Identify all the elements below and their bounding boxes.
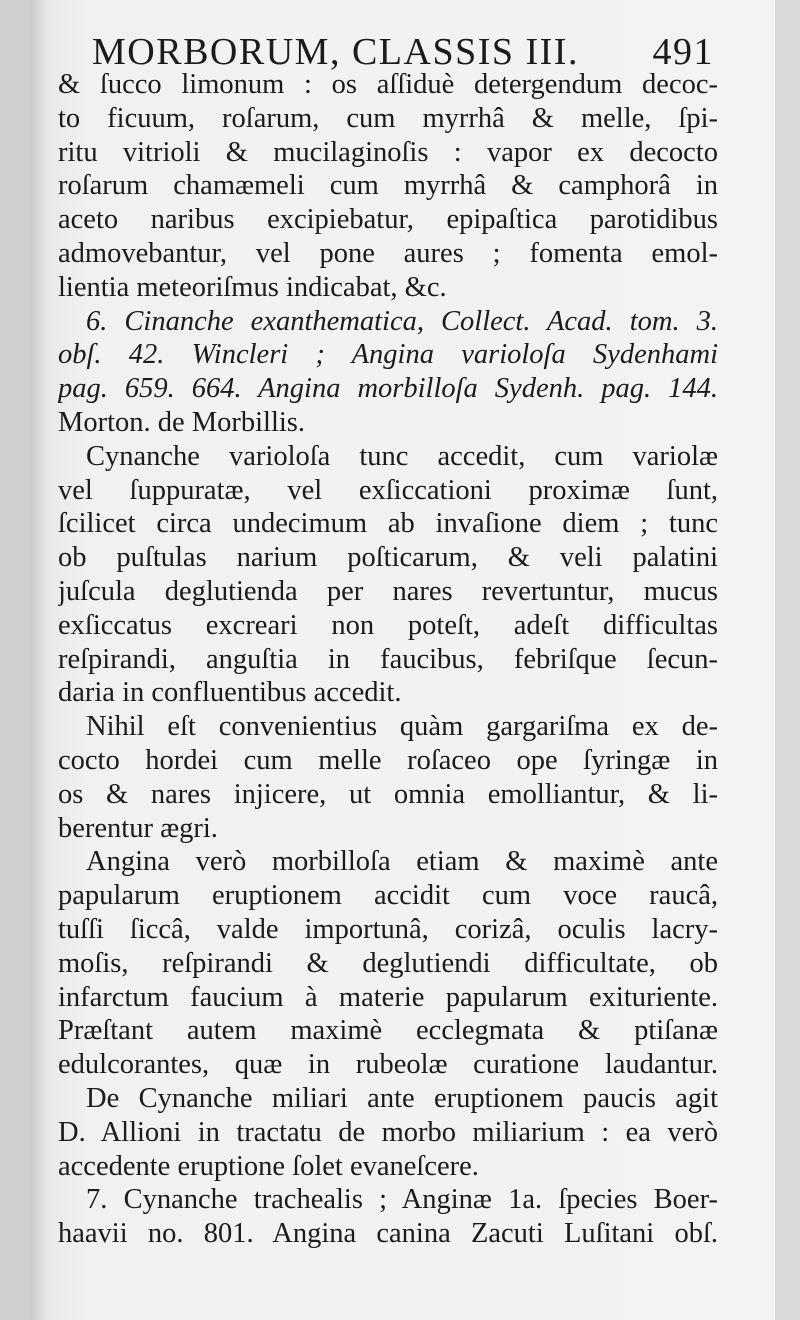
text-line: to ficuum, roſarum, cum myrrhâ & melle, ſpi- (58, 102, 718, 134)
text-line: edulcorantes, quæ in rubeolæ curatione laudantur. (58, 1049, 718, 1081)
text-line: Cynanche varioloſa tunc accedit, cum variolæ (86, 440, 718, 472)
text-line: obſ. 42. Wincleri ; Angina varioloſa Sydenhami (58, 339, 718, 371)
text-line: & ſucco limonum : os aſſiduè detergendum decoc- (58, 69, 718, 100)
page-number: 491 (652, 31, 714, 73)
text-line: papularum eruptionem accidit cum voce raucâ, (58, 880, 718, 912)
text-line: Præſtant autem maximè ecclegmata & ptiſanæ (58, 1015, 718, 1047)
text-line: os & nares injicere, ut omnia emolliantur, & li- (58, 778, 718, 810)
text-line: Morton. de Morbillis. (58, 406, 305, 438)
text-line: Angina verò morbilloſa etiam & maximè ante (86, 846, 718, 878)
text-line: vel ſuppuratæ, vel exſiccationi proximæ ſunt, (58, 474, 718, 506)
page-gutter (0, 0, 30, 1320)
running-title: MORBORUM, CLASSIS III. (92, 31, 579, 73)
text-line: daria in confluentibus accedit. (58, 677, 402, 709)
text-line: aceto naribus excipiebatur, epipaſtica parotidibus (58, 204, 718, 236)
body-text (58, 68, 718, 1251)
text-line: admovebantur, vel pone aures ; fomenta emol- (58, 237, 718, 269)
text-line: haavii no. 801. Angina canina Zacuti Luſitani obſ. (58, 1218, 718, 1250)
text-line: tuſſi ſiccâ, valde importunâ, corizâ, oculis lacry- (58, 913, 718, 945)
text-line: pag. 659. 664. Angina morbilloſa Sydenh. pag. 144. (58, 373, 718, 405)
running-header (62, 26, 722, 74)
text-line: berentur ægri. (58, 812, 218, 844)
text-line: ob puſtulas narium poſticarum, & veli palatini (58, 542, 718, 574)
text-line: 7. Cynanche trachealis ; Anginæ 1a. ſpecies Boer- (86, 1184, 718, 1216)
text-line: ſcilicet circa undecimum ab invaſione diem ; tunc (58, 508, 718, 540)
text-line: moſis, reſpirandi & deglutiendi difficultate, ob (58, 947, 718, 979)
text-line: D. Allioni in tractatu de morbo miliarium : ea verò (58, 1116, 718, 1148)
text-line: accedente eruptione ſolet evaneſcere. (58, 1150, 479, 1182)
text-line: exſiccatus excreari non poteſt, adeſt difficultas (58, 609, 718, 641)
text-line: lientia meteoriſmus indicabat, &c. (58, 271, 447, 303)
text-line: Nihil eſt convenientius quàm gargariſma ex de- (86, 711, 718, 743)
text-line: ritu vitrioli & mucilaginoſis : vapor ex decocto (58, 136, 718, 168)
text-line: reſpirandi, anguſtia in faucibus, febriſque ſecun- (58, 643, 718, 675)
text-line: cocto hordei cum melle roſaceo ope ſyringæ in (58, 744, 718, 776)
text-line: 6. Cinanche exanthematica, Collect. Acad. tom. 3. (86, 305, 718, 337)
text-line: De Cynanche miliari ante eruptionem paucis agit (86, 1082, 718, 1114)
text-line: juſcula deglutienda per nares revertuntur, mucus (58, 575, 718, 607)
text-line: infarctum faucium à materie papularum exituriente. (58, 981, 718, 1013)
text-line: roſarum chamæmeli cum myrrhâ & camphorâ in (58, 170, 718, 202)
